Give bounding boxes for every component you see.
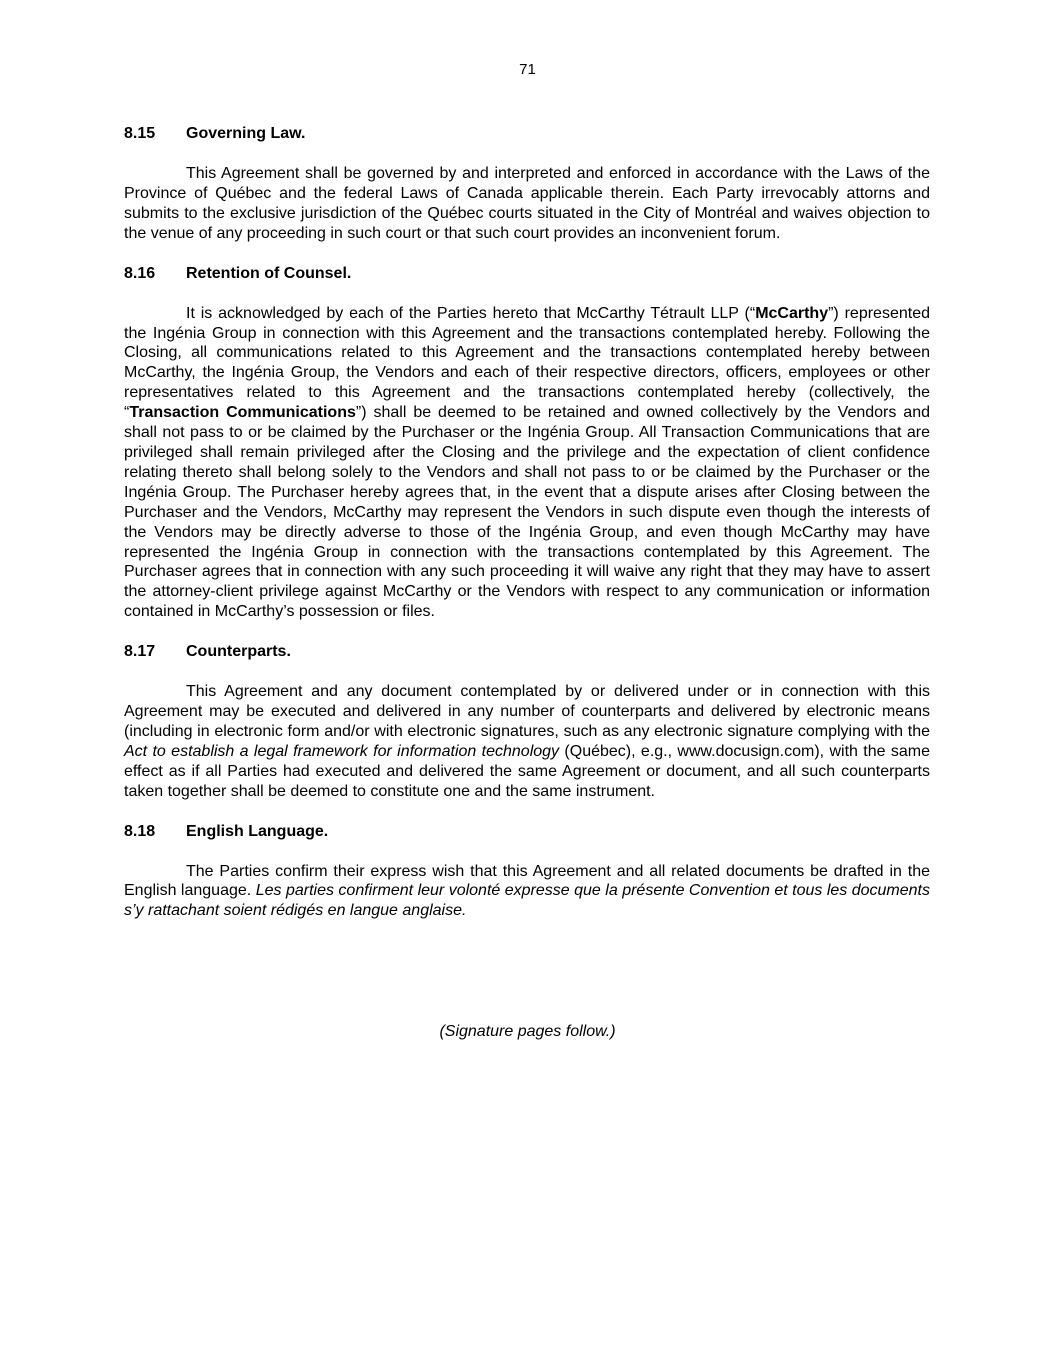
french-text: Les parties confirment leur volonté expresse que la présente Convention et tous les documents s’y rattachant soient rédigés en langue anglaise.	[124, 882, 931, 920]
section-title: Retention of Counsel.	[186, 264, 352, 282]
section-heading-8-15	[124, 124, 930, 144]
section-heading-8-18	[124, 822, 930, 842]
section-number: 8.18	[124, 822, 156, 840]
paragraph-text: This Agreement shall be governed by and interpreted and enforced in accordance with the Laws of the Province of Québec and the federal Laws of Canada applicable therein. Each Party irrevocably attorns and submits to the exclusive jurisdiction of the Québec courts situated in the City of Montréal and waives objection to the venue of any proceeding in such court or that such court provides an inconvenient forum.	[124, 165, 930, 242]
section-8-18-paragraph	[124, 862, 930, 922]
act-title: Act to establish a legal framework for information technology	[124, 742, 560, 760]
section-title: English Language.	[186, 822, 329, 840]
paragraph-text: ”) shall be deemed to be retained and owned collectively by the Vendors and shall not pass to or be claimed by the Purchaser or the Ingénia Group. All Transaction Communications that are privileged shall remain privileged after the Closing and the privilege and the expectation of client confidence relating thereto shall belong solely to the Vendors and shall not pass to or be claimed by the Purchaser or the Ingénia Group. The Purchaser hereby agrees that, in the event that a dispute arises after Closing between the Purchaser and the Vendors, McCarthy may represent the Vendors in such dispute even though the interests of the Vendors may be directly adverse to those of the Ingénia Group, and even though McCarthy may have represented the Ingénia Group in connection with the transactions contemplated by this Agreement. The Purchaser agrees that in connection with any such proceeding it will waive any right that they may have to assert the attorney-client privilege against McCarthy or the Vendors with respect to any communication or information contained in McCarthy’s possession or files.	[124, 404, 930, 621]
paragraph-text: (Québec), e.g., www.docusign.com), with the same effect as if all Parties had executed and delivered the same Agreement or document, and all such counterparts taken together shall be deemed to constitute one and the same instrument.	[124, 742, 931, 800]
page-number: 71	[519, 61, 536, 78]
defined-term-transaction-communications: Transaction Communications	[129, 404, 356, 422]
section-number: 8.16	[124, 264, 156, 282]
defined-term-mccarthy: McCarthy	[755, 304, 829, 322]
section-title: Counterparts.	[186, 643, 291, 661]
section-8-16-paragraph	[124, 304, 930, 623]
section-number: 8.15	[124, 125, 156, 142]
paragraph-text: This Agreement and any document contemplated by or delivered under or in connection with this Agreement may be executed and delivered in any number of counterparts and delivered by electronic means (including in electronic form and/or with electronic signatures, such as any electronic signature complying with the	[124, 683, 930, 740]
section-heading-8-17	[124, 642, 930, 662]
paragraph-text: The Parties confirm their express wish that this Agreement and all related documents be drafted in the English language.	[124, 862, 930, 900]
section-8-15-paragraph	[124, 164, 930, 244]
paragraph-text: It is acknowledged by each of the Parties hereto that McCarthy Tétrault LLP (“	[186, 304, 756, 322]
section-number: 8.17	[124, 643, 156, 661]
section-8-17-paragraph	[124, 682, 930, 801]
paragraph-text: ”) represented the Ingénia Group in connection with this Agreement and the transactions contemplated hereby. Following the Closing, all communications related to this Agreement and the transactions contemplated hereby between McCarthy, the Ingénia Group, the Vendors and each of their respective directors, officers, employees or other representatives related to this Agreement and the transactions contemplated hereby (collectively, the “	[124, 304, 930, 422]
section-title: Governing Law.	[186, 125, 306, 142]
signature-note: (Signature pages follow.)	[439, 1023, 616, 1040]
document-body	[124, 124, 930, 941]
section-heading-8-16	[124, 264, 930, 284]
